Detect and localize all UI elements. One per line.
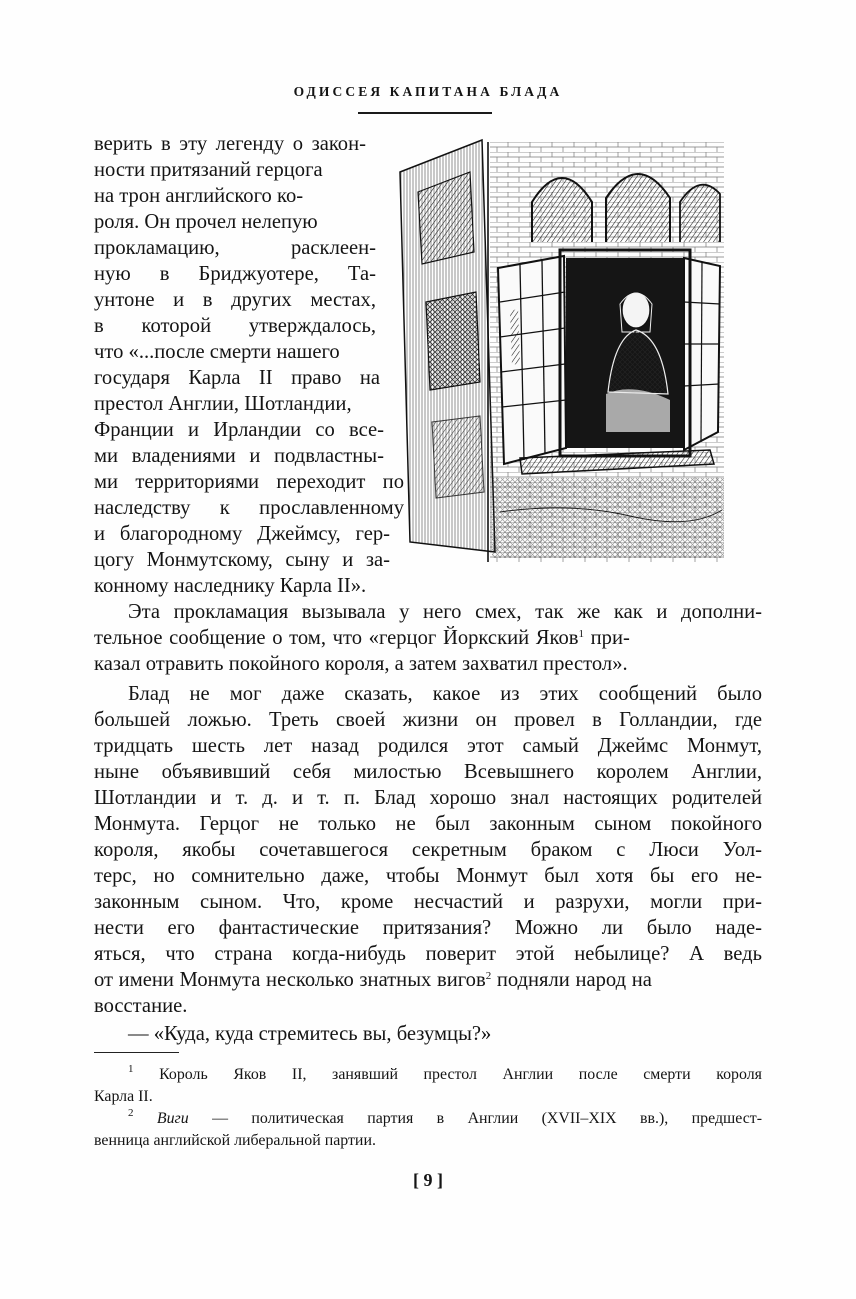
running-head-title: ОДИССЕЯ КАПИТАНА БЛАДА [293, 84, 563, 99]
window-figure-illustration [370, 132, 724, 570]
dialogue-quote: — «Куда, куда стремитесь вы, безумцы?» [128, 1023, 492, 1045]
paragraph-line: Эта прокламация вызывала у него смех, так же как и дополни- [128, 601, 762, 623]
footnote-1-line: Карла II. [94, 1088, 153, 1105]
paragraph-line: Монмута. Герцог не только не был законным сыном покойного [94, 813, 762, 835]
column-line: наследству к прославленному [94, 497, 404, 519]
column-line: роля. Он прочел нелепую [94, 211, 318, 233]
column-line: цогу Монмутскому, сыну и за- [94, 549, 390, 571]
footnote-2-text: — политическая партия в Англии (XVII–XIX вв.), предшест- [188, 1110, 762, 1127]
column-line: в которой утверждалось, [94, 315, 376, 337]
paragraph-line: тридцать шесть лет назад родился этот самый Джеймс Монмут, [94, 735, 762, 757]
column-line: унтоне и в других местах, [94, 289, 376, 311]
column-line: Франции и Ирландии со все- [94, 419, 384, 441]
column-line: престол Англии, Шотландии, [94, 393, 352, 415]
paragraph-line: нести его фантастические притязания? Можно ли было наде- [94, 917, 762, 939]
footnote-2-marker: 2 [128, 1108, 134, 1119]
paragraph-line: законным сыном. Что, кроме несчастий и разрухи, могли при- [94, 891, 762, 913]
footnote-2-line: венница английской либеральной партии. [94, 1132, 376, 1149]
header-rule [358, 112, 492, 114]
text-span: при- [583, 627, 630, 649]
column-line: ную в Бриджуотере, Та- [94, 263, 376, 285]
paragraph-line-with-footnote-ref [94, 967, 652, 993]
paragraph-line: терс, но сомнительно даже, чтобы Монмут был хотя бы его не- [94, 865, 762, 887]
column-line: ми владениями и подвластны- [94, 445, 384, 467]
paragraph-line: короля, якобы сочетавшегося секретным браком с Люси Уол- [94, 839, 762, 861]
footnote-1-marker: 1 [128, 1064, 134, 1075]
page-number: [ 9 ] [413, 1170, 443, 1190]
footnote-ref-2: 2 [485, 970, 492, 982]
paragraph-line: казал отравить покойного короля, а затем захватил престол». [94, 653, 628, 675]
column-line: конному наследнику Карла II». [94, 575, 367, 597]
column-line: и благородному Джеймсу, гер- [94, 523, 390, 545]
paragraph-line: яться, что страна когда-нибудь поверит этой небылице? А ведь [94, 943, 762, 965]
paragraph-line: ныне объявивший себя милостью Всевышнего королем Англии, [94, 761, 762, 783]
column-line: прокламацию, расклеен- [94, 237, 376, 259]
footnote-1-line [94, 1064, 762, 1086]
footnote-2-term: Виги [156, 1110, 189, 1127]
column-line: государя Карла II право на [94, 367, 380, 389]
column-line: ности притязаний герцога [94, 159, 323, 181]
column-line: на трон английского ко- [94, 185, 304, 207]
column-line: ми территориями переходит по [94, 471, 404, 493]
paragraph-line: Блад не мог даже сказать, какое из этих сообщений было [128, 683, 762, 705]
paragraph-line: Шотландии и т. д. и т. п. Блад хорошо знал настоящих родителей [94, 787, 762, 809]
paragraph-line-with-footnote-ref [94, 625, 630, 651]
paragraph-line: большей ложью. Треть своей жизни он провел в Голландии, где [94, 709, 762, 731]
text-span: тельное сообщение о том, что «герцог Йоркский Яков [94, 627, 579, 649]
footnote-1-text: Король Яков II, занявший престол Англии после смерти короля [159, 1066, 762, 1083]
paragraph-line: восстание. [94, 995, 188, 1017]
column-line: верить в эту легенду о закон- [94, 133, 366, 155]
text-span: от имени Монмута несколько знатных вигов [94, 969, 486, 991]
text-span: подняли народ на [491, 969, 652, 991]
footnote-rule [94, 1052, 179, 1053]
footnote-ref-1: 1 [578, 628, 584, 640]
footnote-2-line [94, 1108, 762, 1130]
column-line: что «...после смерти нашего [94, 341, 340, 363]
